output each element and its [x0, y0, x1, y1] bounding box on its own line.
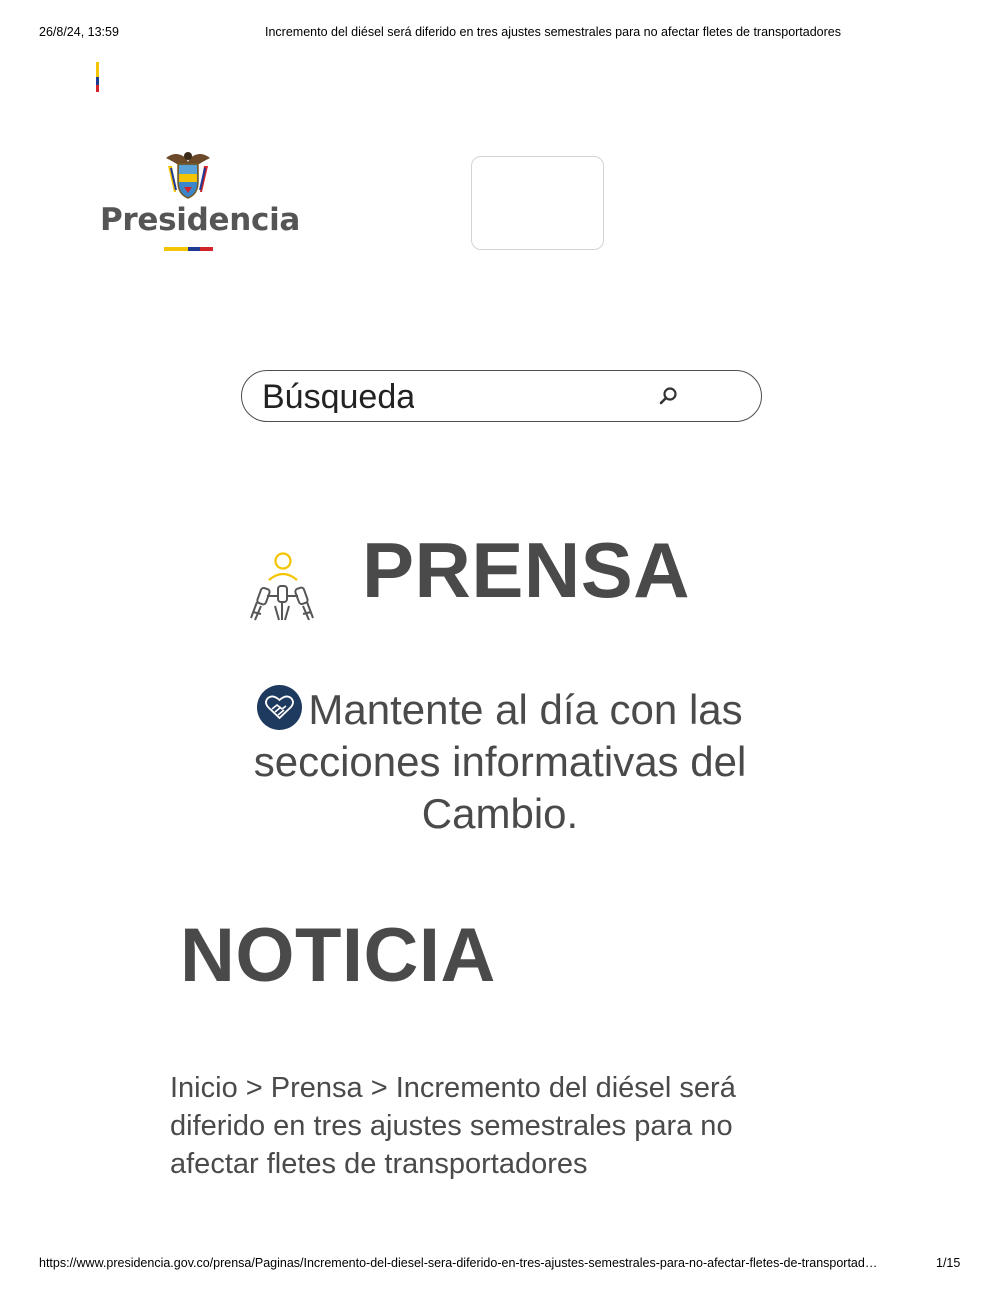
- presidencia-logo[interactable]: [100, 148, 301, 258]
- search-input[interactable]: [262, 381, 414, 413]
- search-bar: [241, 370, 762, 422]
- mantente-text-block: [230, 684, 770, 840]
- print-page-number: 1/15: [936, 1256, 961, 1270]
- logo-tricolor-bar: [164, 247, 213, 251]
- breadcrumb-prensa[interactable]: Prensa: [270, 1072, 363, 1104]
- search-icon[interactable]: [657, 385, 679, 407]
- image-placeholder: [471, 156, 604, 250]
- print-url: https://www.presidencia.gov.co/prensa/Paginas/Incremento-del-diesel-sera-diferido-en-tres-ajustes-semestrales-para-no-afectar-fletes-de-transportad…: [39, 1256, 878, 1270]
- breadcrumb-separator: >: [237, 1072, 271, 1104]
- logo-wordmark: Presidencia: [100, 202, 301, 238]
- coat-of-arms-icon: [162, 148, 214, 202]
- press-microphones-icon: [245, 550, 321, 626]
- mantente-text: Mantente al día con las secciones informativas del Cambio.: [253, 686, 747, 837]
- flag-bar: [96, 62, 99, 92]
- heart-handshake-icon: [257, 685, 302, 730]
- breadcrumb-inicio[interactable]: Inicio: [170, 1072, 238, 1104]
- noticia-title: NOTICIA: [180, 913, 496, 998]
- print-datetime: 26/8/24, 13:59: [39, 25, 119, 39]
- prensa-title: PRENSA: [362, 526, 691, 614]
- print-page-title: Incremento del diésel será diferido en tres ajustes semestrales para no afectar fletes de transportadores: [265, 25, 842, 39]
- breadcrumb: [170, 1069, 810, 1183]
- breadcrumb-current: Incremento del diésel será diferido en tres ajustes semestrales para no afectar fletes de transportadores: [170, 1072, 736, 1180]
- breadcrumb-separator: >: [362, 1072, 396, 1104]
